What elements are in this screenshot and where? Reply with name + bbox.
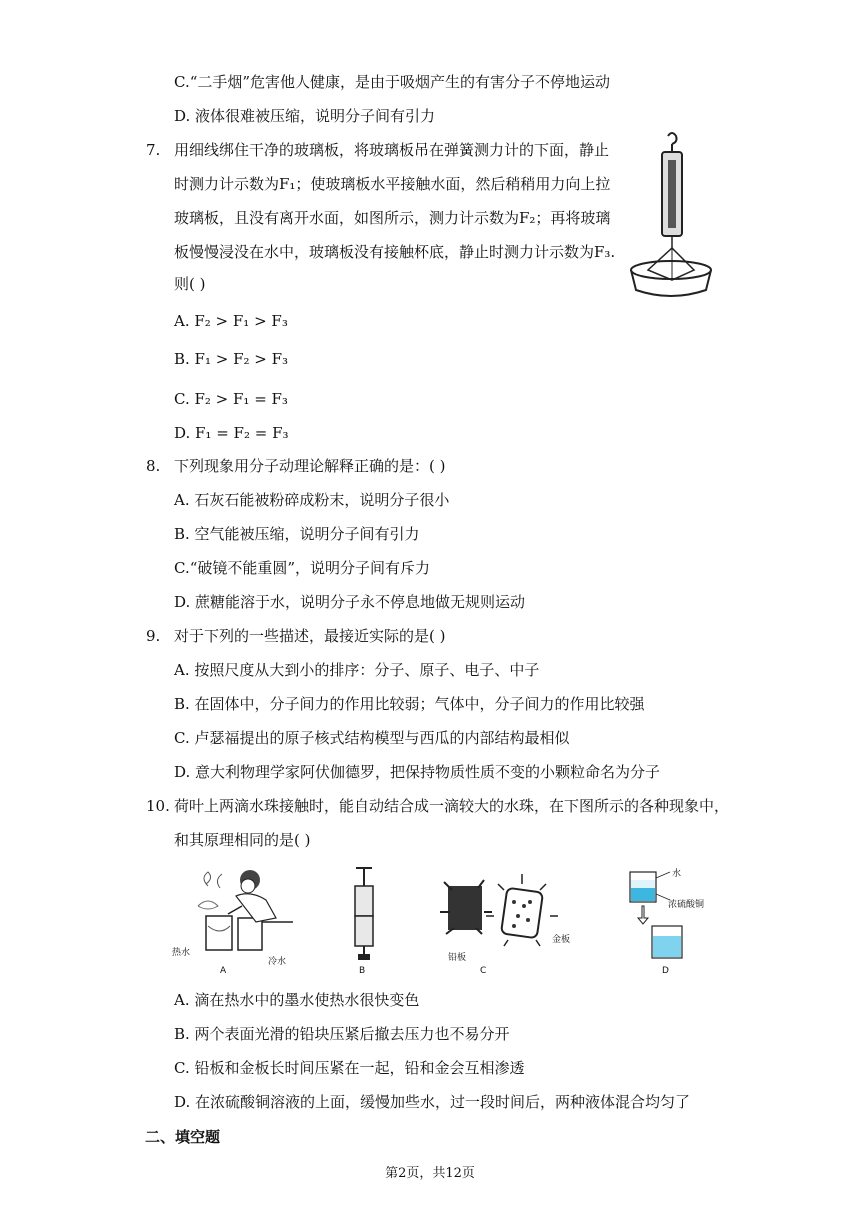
q10-number: 10. bbox=[146, 797, 170, 815]
q7-option-d: D. F₁ = F₂ = F₃ bbox=[174, 424, 289, 442]
figure-a-label: A bbox=[220, 966, 227, 976]
q7-stem-line: 用细线绑住干净的玻璃板，将玻璃板吊在弹簧测力计的下面，静止 bbox=[174, 141, 610, 159]
q7-stem-line: 板慢慢浸没在水中，玻璃板没有接触杯底，静止时测力计示数为F₃. bbox=[174, 243, 616, 261]
q9-option-c: C. 卢瑟福提出的原子核式结构模型与西瓜的内部结构最相似 bbox=[174, 729, 570, 747]
q8-option-c: C.“破镜不能重圆”，说明分子间有斥力 bbox=[174, 559, 431, 577]
q9-number: 9. bbox=[146, 627, 161, 645]
figure-b-label: B bbox=[359, 966, 366, 976]
section-heading: 二、填空题 bbox=[145, 1128, 221, 1146]
figure-b-lead-blocks bbox=[346, 866, 382, 962]
q7-stem-line: 玻璃板，且没有离开水面，如图所示，测力计示数为F₂；再将玻璃 bbox=[174, 209, 611, 227]
q6-option-d: D. 液体很难被压缩，说明分子间有引力 bbox=[174, 107, 436, 125]
q7-stem-line: 则( ) bbox=[174, 275, 206, 293]
q7-stem-line: 时测力计示数为F₁；使玻璃板水平接触水面，然后稍稍用力向上拉 bbox=[174, 175, 611, 193]
q10-stem-line: 和其原理相同的是( ) bbox=[174, 831, 311, 849]
spring-scale-figure bbox=[628, 130, 714, 300]
q9-option-a: A. 按照尺度从大到小的排序：分子、原子、电子、中子 bbox=[174, 661, 540, 679]
q10-option-a: A. 滴在热水中的墨水使热水很快变色 bbox=[174, 991, 420, 1009]
figure-d-cuso4-label: 浓硫酸铜 bbox=[668, 900, 705, 910]
figure-d-copper-sulfate-beakers bbox=[626, 866, 696, 966]
figure-a-cold-label: 冷水 bbox=[268, 957, 287, 967]
q8-option-a: A. 石灰石能被粉碎成粉末，说明分子很小 bbox=[174, 491, 450, 509]
figure-d-label: D bbox=[662, 966, 669, 976]
q9-option-d: D. 意大利物理学家阿伏伽德罗，把保持物质性质不变的小颗粒命名为分子 bbox=[174, 763, 661, 781]
q10-option-d: D. 在浓硫酸铜溶液的上面，缓慢加些水，过一段时间后，两种液体混合均匀了 bbox=[174, 1093, 691, 1111]
q7-number: 7. bbox=[146, 141, 161, 159]
q8-option-b: B. 空气能被压缩，说明分子间有引力 bbox=[174, 525, 420, 543]
q9-stem: 对于下列的一些描述，最接近实际的是( ) bbox=[174, 627, 446, 645]
q7-option-a: A. F₂ > F₁ > F₃ bbox=[174, 312, 288, 330]
figure-c-gold-label: 金板 bbox=[552, 935, 571, 945]
figure-c-label: C bbox=[480, 966, 487, 976]
figure-d-water-label: 水 bbox=[672, 869, 682, 879]
figure-c-lead-label: 铅板 bbox=[448, 953, 467, 963]
q10-option-c: C. 铅板和金板长时间压紧在一起，铅和金会互相渗透 bbox=[174, 1059, 525, 1077]
page-footer: 第2页，共12页 bbox=[385, 1166, 475, 1181]
q7-option-c: C. F₂ > F₁ = F₃ bbox=[174, 390, 288, 408]
q10-stem-line: 荷叶上两滴水珠接触时，能自动结合成一滴较大的水珠，在下图所示的各种现象中， bbox=[174, 797, 730, 815]
q6-option-c: C.“二手烟”危害他人健康，是由于吸烟产生的有害分子不停地运动 bbox=[174, 73, 611, 91]
figure-a-hot-label: 热水 bbox=[172, 948, 191, 958]
q8-stem: 下列现象用分子动理论解释正确的是：( ) bbox=[174, 457, 446, 475]
q9-option-b: B. 在固体中，分子间力的作用比较弱；气体中，分子间力的作用比较强 bbox=[174, 695, 645, 713]
q8-option-d: D. 蔗糖能溶于水，说明分子永不停息地做无规则运动 bbox=[174, 593, 526, 611]
q7-option-b: B. F₁ > F₂ > F₃ bbox=[174, 350, 289, 368]
q10-option-b: B. 两个表面光滑的铅块压紧后撤去压力也不易分开 bbox=[174, 1025, 510, 1043]
q8-number: 8. bbox=[146, 457, 161, 475]
